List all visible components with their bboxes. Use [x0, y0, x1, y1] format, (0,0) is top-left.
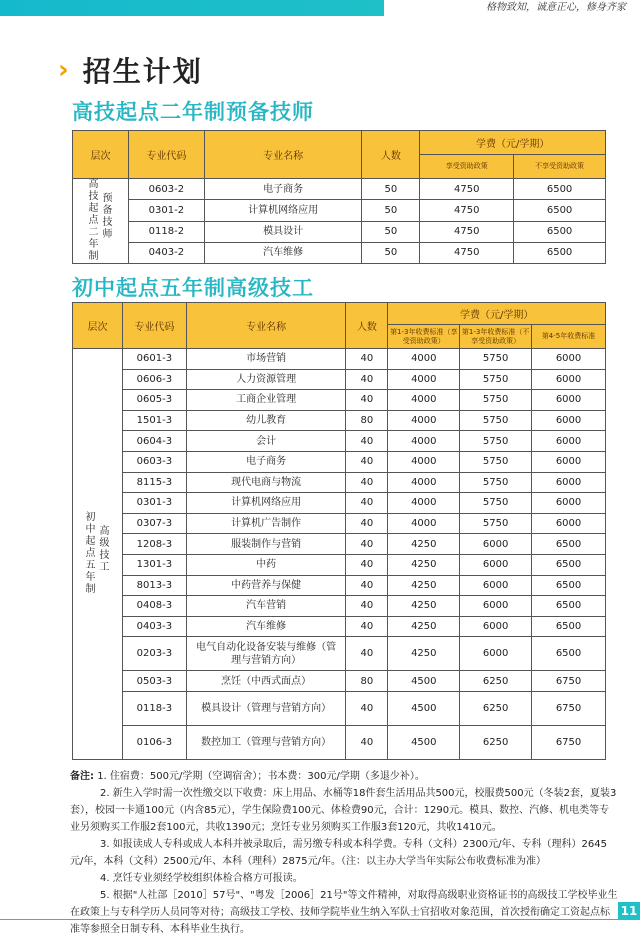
fee-cell-b: 5750 [460, 410, 532, 431]
count-cell: 40 [346, 691, 388, 725]
fee-cell-a: 4250 [388, 616, 460, 637]
code-cell: 8115-3 [122, 472, 186, 493]
major-name-cell: 工商企业管理 [186, 390, 346, 411]
fee-cell-a: 4000 [388, 369, 460, 390]
fee-cell-b: 6000 [460, 534, 532, 555]
fee-cell-c: 6500 [532, 534, 606, 555]
fee-cell-c: 6500 [532, 596, 606, 617]
level-cell [73, 179, 129, 264]
count-cell: 50 [362, 242, 420, 263]
table-row [73, 691, 606, 725]
fee-cell-a: 4750 [420, 179, 514, 200]
fee-cell-a: 4000 [388, 513, 460, 534]
code-cell: 0118-2 [128, 221, 204, 242]
header-code: 专业代码 [122, 303, 186, 349]
table-row [73, 431, 606, 452]
fee-cell-c: 6000 [532, 431, 606, 452]
header-count: 人数 [346, 303, 388, 349]
header-fee-b: 第1-3年收费标准（不享受资助政策） [460, 325, 532, 349]
fee-cell-b: 5750 [460, 349, 532, 370]
fee-cell-b: 5750 [460, 451, 532, 472]
fee-cell-a: 4750 [420, 200, 514, 221]
code-cell: 0604-3 [122, 431, 186, 452]
code-cell: 0603-2 [128, 179, 204, 200]
major-name-cell: 市场营销 [186, 349, 346, 370]
major-name-cell: 电子商务 [186, 451, 346, 472]
fee-cell-b: 5750 [460, 369, 532, 390]
level-label-secondary: 预备技师 [102, 193, 113, 240]
code-cell: 1501-3 [122, 410, 186, 431]
fee-cell-c: 6500 [532, 637, 606, 671]
table-row [73, 221, 606, 242]
code-cell: 0605-3 [122, 390, 186, 411]
header-level: 层次 [73, 303, 123, 349]
table-row [73, 616, 606, 637]
code-cell: 0606-3 [122, 369, 186, 390]
fee-cell-b: 6000 [460, 616, 532, 637]
fee-cell-c: 6000 [532, 493, 606, 514]
fee-cell-a: 4250 [388, 575, 460, 596]
fee-cell-a: 4250 [388, 596, 460, 617]
fee-cell-b: 6250 [460, 671, 532, 692]
header-count: 人数 [362, 131, 420, 179]
fee-cell-a: 4000 [388, 493, 460, 514]
header-fee-a: 第1-3年收费标准（享受资助政策） [388, 325, 460, 349]
major-name-cell: 会计 [186, 431, 346, 452]
section1-title: 高技起点二年制预备技师 [72, 100, 314, 124]
footer-rule [0, 919, 618, 920]
major-name-cell: 电子商务 [204, 179, 362, 200]
fee-cell-c: 6000 [532, 513, 606, 534]
table-row [73, 451, 606, 472]
code-cell: 0203-3 [122, 637, 186, 671]
header-code: 专业代码 [128, 131, 204, 179]
major-name-cell: 烹饪（中西式面点） [186, 671, 346, 692]
fee-cell-b: 6000 [460, 596, 532, 617]
code-cell: 0601-3 [122, 349, 186, 370]
fee-cell-c: 6000 [532, 349, 606, 370]
note-5: 5. 根据"人社部［2010］57号"、"粤发［2006］21号"等文件精神，对取得高级职业资格证书的高级技工学校毕业生在政策上与专科学历人员同等对待；高级技工学校、技师学院毕业生纳入军队士官招收对象范围，首次授衔确定工资起点标准等参照全日制专科、本科毕业生执行。 [70, 890, 618, 935]
fee-cell-c: 6500 [532, 616, 606, 637]
major-name-cell: 幼儿教育 [186, 410, 346, 431]
fee-cell-a: 4500 [388, 725, 460, 759]
count-cell: 40 [346, 725, 388, 759]
header-motto: 格物致知，诚意正心，修身齐家 [480, 0, 632, 16]
header-fee-c: 第4-5年收费标准 [532, 325, 606, 349]
fee-cell-c: 6750 [532, 725, 606, 759]
note-2: 2. 新生入学时需一次性缴交以下收费：床上用品、水桶等18件套生活用品共500元，校服费500元（冬装2套，夏装3套），校园一卡通100元（内含85元），学生保险费100元、体检费90元，合计：1290元。模具、数控、汽修、机电类等专业另须购买工作服2套100元，共收1390元；烹饪专业另须购买工作服3套120元，共收1410元。 [70, 788, 617, 833]
table-row [73, 671, 606, 692]
count-cell: 50 [362, 179, 420, 200]
fee-cell-b: 6500 [514, 242, 606, 263]
table-row [73, 534, 606, 555]
table-row [73, 513, 606, 534]
count-cell: 50 [362, 221, 420, 242]
code-cell: 0603-3 [122, 451, 186, 472]
count-cell: 40 [346, 369, 388, 390]
count-cell: 80 [346, 671, 388, 692]
fee-cell-a: 4000 [388, 472, 460, 493]
count-cell: 50 [362, 200, 420, 221]
major-name-cell: 人力资源管理 [186, 369, 346, 390]
count-cell: 40 [346, 493, 388, 514]
fee-cell-b: 6000 [460, 637, 532, 671]
code-cell: 0118-3 [122, 691, 186, 725]
major-name-cell: 计算机网络应用 [186, 493, 346, 514]
fee-cell-a: 4500 [388, 691, 460, 725]
notes [70, 768, 618, 938]
major-name-cell: 汽车维修 [186, 616, 346, 637]
level-label-primary: 高技起点二年制 [88, 179, 99, 262]
code-cell: 1301-3 [122, 554, 186, 575]
fee-cell-b: 5750 [460, 472, 532, 493]
table-row [73, 179, 606, 200]
fee-cell-b: 6500 [514, 221, 606, 242]
table-row [73, 242, 606, 263]
fee-cell-b: 5750 [460, 493, 532, 514]
code-cell: 0408-3 [122, 596, 186, 617]
fee-cell-c: 6750 [532, 671, 606, 692]
count-cell: 40 [346, 390, 388, 411]
notes-label: 备注: [70, 771, 94, 782]
table-row [73, 390, 606, 411]
fee-cell-c: 6000 [532, 451, 606, 472]
major-name-cell: 中药营养与保健 [186, 575, 346, 596]
fee-cell-b: 6500 [514, 200, 606, 221]
fee-cell-b: 5750 [460, 431, 532, 452]
section1-table [72, 130, 606, 264]
table-row [73, 725, 606, 759]
major-name-cell: 电气自动化设备安装与维修（管理与营销方向） [186, 637, 346, 671]
count-cell: 40 [346, 451, 388, 472]
table-row [73, 369, 606, 390]
note-1: 1. 住宿费：500元/学期（空调宿舍）；书本费：300元/学期（多退少补）。 [97, 771, 425, 782]
header-name: 专业名称 [186, 303, 346, 349]
count-cell: 40 [346, 596, 388, 617]
fee-cell-b: 6000 [460, 554, 532, 575]
count-cell: 80 [346, 410, 388, 431]
code-cell: 0106-3 [122, 725, 186, 759]
fee-cell-c: 6500 [532, 554, 606, 575]
table-row [73, 493, 606, 514]
chevron-right-icon: › [58, 55, 69, 85]
count-cell: 40 [346, 513, 388, 534]
header-fee: 学费（元/学期） [388, 303, 606, 325]
count-cell: 40 [346, 472, 388, 493]
code-cell: 0301-2 [128, 200, 204, 221]
fee-cell-c: 6500 [532, 575, 606, 596]
page-title: 招生计划 [82, 55, 203, 88]
count-cell: 40 [346, 349, 388, 370]
fee-cell-c: 6000 [532, 390, 606, 411]
table-row [73, 200, 606, 221]
fee-cell-c: 6000 [532, 369, 606, 390]
fee-cell-c: 6750 [532, 691, 606, 725]
code-cell: 0307-3 [122, 513, 186, 534]
fee-cell-c: 6000 [532, 410, 606, 431]
header-level: 层次 [73, 131, 129, 179]
table-row [73, 349, 606, 370]
level-label-primary: 初中起点五年制 [85, 511, 96, 595]
fee-cell-b: 6250 [460, 725, 532, 759]
count-cell: 40 [346, 534, 388, 555]
table-row [73, 554, 606, 575]
table-row [73, 575, 606, 596]
header-fee-a: 享受资助政策 [420, 155, 514, 179]
fee-cell-b: 5750 [460, 513, 532, 534]
fee-cell-a: 4750 [420, 221, 514, 242]
fee-cell-a: 4000 [388, 451, 460, 472]
table-row [73, 410, 606, 431]
major-name-cell: 模具设计 [204, 221, 362, 242]
major-name-cell: 计算机广告制作 [186, 513, 346, 534]
major-name-cell: 中药 [186, 554, 346, 575]
major-name-cell: 模具设计（管理与营销方向） [186, 691, 346, 725]
fee-cell-a: 4000 [388, 390, 460, 411]
fee-cell-b: 6250 [460, 691, 532, 725]
header-fee: 学费（元/学期） [420, 131, 606, 155]
fee-cell-a: 4250 [388, 534, 460, 555]
count-cell: 40 [346, 637, 388, 671]
code-cell: 8013-3 [122, 575, 186, 596]
fee-cell-a: 4250 [388, 554, 460, 575]
fee-cell-c: 6000 [532, 472, 606, 493]
top-bar [0, 0, 640, 16]
section2-table [72, 302, 606, 760]
code-cell: 0301-3 [122, 493, 186, 514]
fee-cell-a: 4000 [388, 431, 460, 452]
code-cell: 0403-3 [122, 616, 186, 637]
level-label-secondary: 高级技工 [99, 525, 110, 573]
fee-cell-b: 5750 [460, 390, 532, 411]
level-cell [73, 349, 123, 760]
code-cell: 0503-3 [122, 671, 186, 692]
major-name-cell: 计算机网络应用 [204, 200, 362, 221]
page-heading [58, 52, 203, 88]
header-name: 专业名称 [204, 131, 362, 179]
note-3: 3. 如报读成人专科或成人本科并被录取后，需另缴专科或本科学费。专科（文科）2300元/年、专科（理科）2645元/年，本科（文科）2500元/年、本科（理科）2875元/年。（注：以主办大学当年实际公布收费标准为准） [70, 839, 607, 867]
count-cell: 40 [346, 616, 388, 637]
fee-cell-a: 4250 [388, 637, 460, 671]
note-4: 4. 烹饪专业须经学校组织体检合格方可报读。 [100, 873, 303, 884]
fee-cell-a: 4000 [388, 349, 460, 370]
table-row [73, 472, 606, 493]
major-name-cell: 数控加工（管理与营销方向） [186, 725, 346, 759]
fee-cell-a: 4500 [388, 671, 460, 692]
fee-cell-b: 6000 [460, 575, 532, 596]
table-row [73, 637, 606, 671]
count-cell: 40 [346, 575, 388, 596]
section2-title: 初中起点五年制高级技工 [72, 276, 314, 300]
table-row [73, 596, 606, 617]
header-fee-b: 不享受资助政策 [514, 155, 606, 179]
fee-cell-b: 6500 [514, 179, 606, 200]
major-name-cell: 现代电商与物流 [186, 472, 346, 493]
count-cell: 40 [346, 554, 388, 575]
code-cell: 0403-2 [128, 242, 204, 263]
fee-cell-a: 4000 [388, 410, 460, 431]
major-name-cell: 汽车营销 [186, 596, 346, 617]
major-name-cell: 服装制作与营销 [186, 534, 346, 555]
count-cell: 40 [346, 431, 388, 452]
major-name-cell: 汽车维修 [204, 242, 362, 263]
code-cell: 1208-3 [122, 534, 186, 555]
page-number: 11 [618, 902, 640, 920]
fee-cell-a: 4750 [420, 242, 514, 263]
